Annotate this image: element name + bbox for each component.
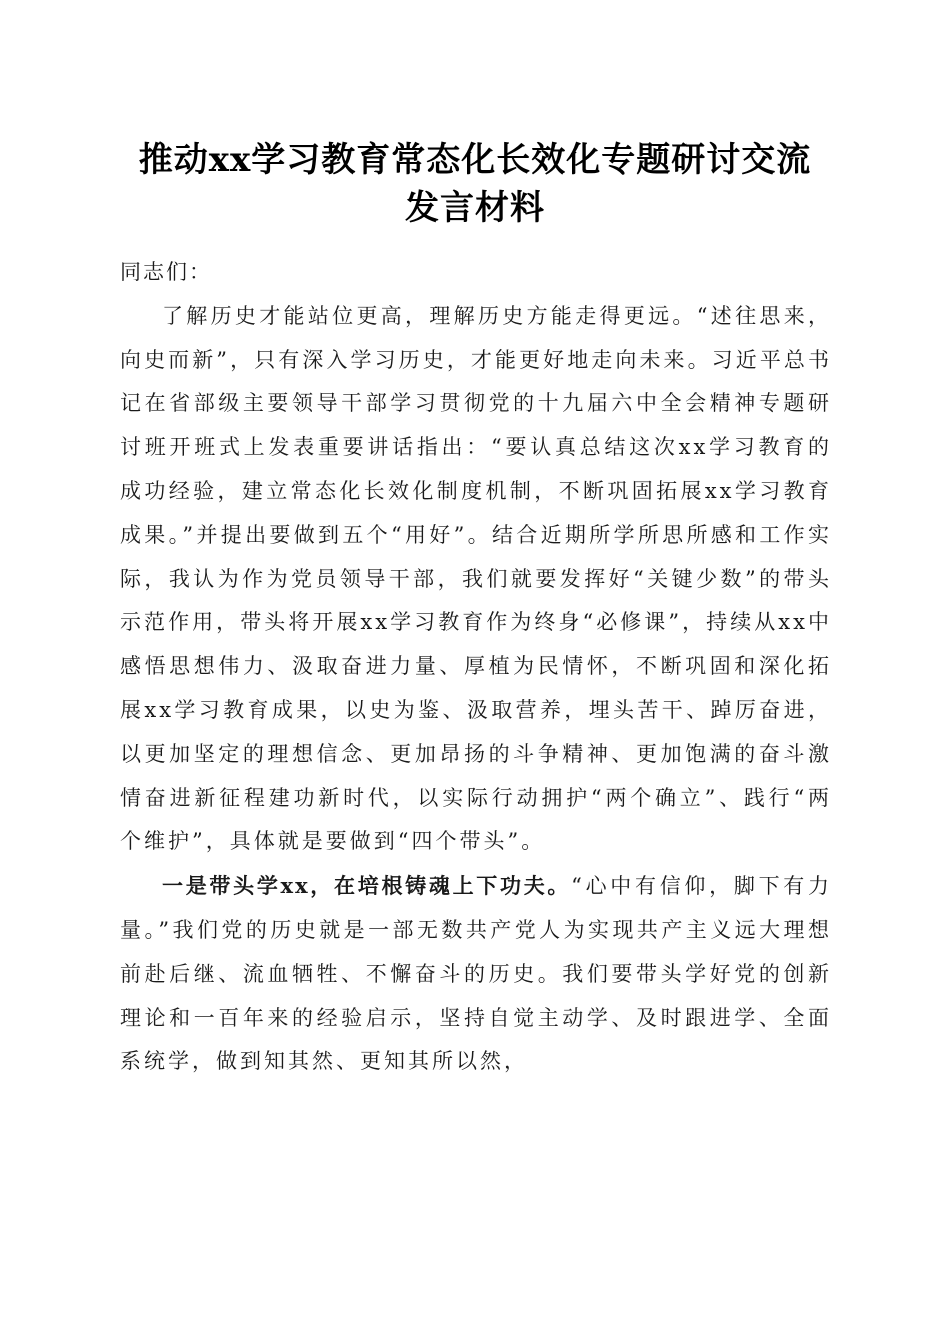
paragraph-1: 了解历史才能站位更高，理解历史方能走得更远。“述往思来，向史而新”，只有深入学习历史，才能更好地走向未来。习近平总书记在省部级主要领导干部学习贯彻党的十九届六中全会精神专题研讨班开班式上发表重要讲话指出：“要认真总结这次xx学习教育的成功经验，建立常态化长效化制度机制，不断巩固拓展xx学习教育成果。”并提出要做到五个“用好”。结合近期所学所思所感和工作实际，我认为作为党员领导干部，我们就要发挥好“关键少数”的带头示范作用，带头将开展xx学习教育作为终身“必修课”，持续从xx中感悟思想伟力、汲取奋进力量、厚植为民情怀，不断巩固和深化拓展xx学习教育成果，以史为鉴、汲取营养，埋头苦干、踔厉奋进，以更加坚定的理想信念、更加昂扬的斗争精神、更加饱满的奋斗激情奋进新征程建功新时代，以实际行动拥护“两个确立”、践行“两个维护”，具体就是要做到“四个带头”。 (120, 303, 832, 854)
paragraph-2 (120, 864, 832, 1084)
title-line-2: 发言材料 (405, 188, 545, 228)
document-body (120, 251, 832, 1084)
document-title (100, 136, 850, 232)
title-line-1: 推动xx学习教育常态化长效化专题研讨交流 (138, 140, 812, 180)
paragraph-2-lead: 一是带头学xx，在培根铸魂上下功夫。 (162, 873, 572, 899)
paragraph-2-body: “心中有信仰，脚下有力量。”我们党的历史就是一部无数共产党人为实现共产主义远大理想前赴后继、流血牺牲、不懈奋斗的历史。我们要带头学好党的创新理论和一百年来的经验启示，坚持自觉主动学、及时跟进学、全面系统学，做到知其然、更知其所以然， (120, 874, 832, 1074)
salutation: 同志们： (120, 260, 212, 284)
